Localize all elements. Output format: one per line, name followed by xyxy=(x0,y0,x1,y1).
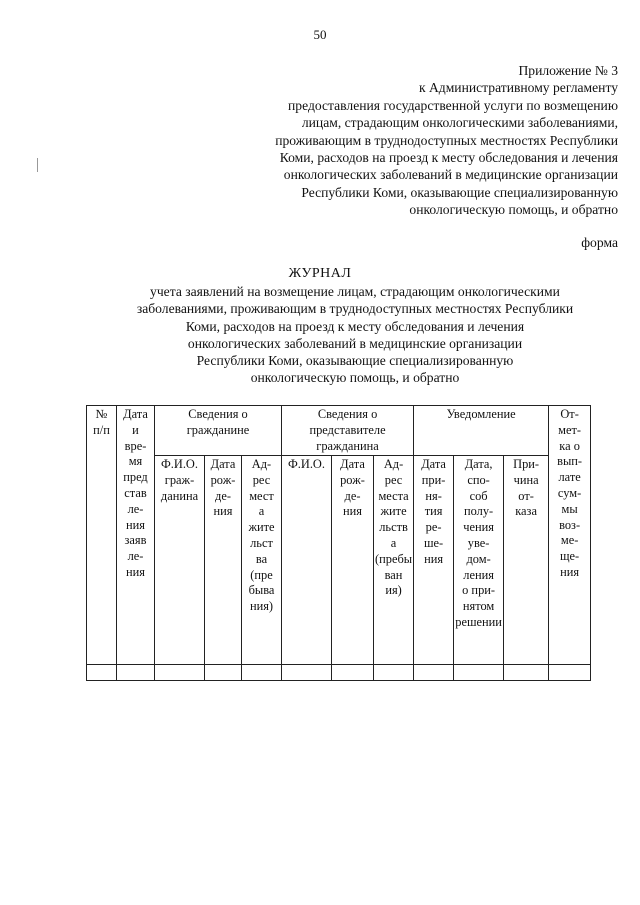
header-line: соб xyxy=(469,488,488,503)
header-line: жите xyxy=(248,520,275,535)
header-line: воз- xyxy=(559,517,581,532)
header-line: Дата xyxy=(421,457,446,471)
header-line: ия) xyxy=(385,583,402,598)
header-line: ния xyxy=(126,517,145,532)
table-cell[interactable] xyxy=(282,665,332,681)
header-line: п/п xyxy=(93,422,110,437)
header-line: Ф.И.О. xyxy=(161,457,198,471)
table-cell[interactable] xyxy=(87,665,117,681)
appendix-line: к Административному регламенту xyxy=(418,80,618,96)
table-cell[interactable] xyxy=(205,665,242,681)
header-line: рес xyxy=(384,472,403,487)
header-line: ния xyxy=(126,564,145,579)
page-number: 50 xyxy=(313,27,327,42)
header-line: рес xyxy=(252,472,271,487)
header-line: льств xyxy=(379,520,408,535)
header-line: Дата xyxy=(210,457,236,471)
rep-address-header xyxy=(374,456,414,665)
journal-title: ЖУРНАЛ xyxy=(288,266,352,281)
header-line: льст xyxy=(250,535,273,550)
header-line: рож- xyxy=(210,472,236,487)
header-line: ления xyxy=(463,567,494,582)
header-line: о при- xyxy=(462,583,496,598)
header-line: ка о xyxy=(559,438,580,453)
header-line: № xyxy=(95,407,108,421)
header-line: спо- xyxy=(467,472,490,487)
notice-method-header xyxy=(454,456,504,665)
header-line: уве- xyxy=(467,535,490,550)
header-line: дом- xyxy=(466,551,491,566)
header-line: при- xyxy=(421,472,446,487)
appendix-line: лицам, страдающим онкологическими заболеваниями, xyxy=(301,115,618,131)
col-payment-header xyxy=(549,406,591,665)
header-line: и xyxy=(132,422,139,437)
margin-mark xyxy=(37,158,38,172)
subtitle-line: Республики Коми, оказывающие специализированную xyxy=(196,353,514,369)
subtitle-line: заболеваниями, проживающим в труднодоступных местностях Республики xyxy=(136,301,574,317)
header-line: гражданине xyxy=(186,422,250,437)
header-line: ше- xyxy=(424,535,444,550)
rep-dob-header xyxy=(332,456,374,665)
header-line: Дата xyxy=(123,407,148,421)
header-line: (пре xyxy=(250,567,273,582)
col-date-header xyxy=(117,406,155,665)
table-row xyxy=(87,665,591,681)
header-line: ня- xyxy=(425,488,442,503)
header-line: представителе xyxy=(309,422,386,437)
header-line: от- xyxy=(518,488,534,503)
header-line: мя xyxy=(128,454,143,469)
header-line: мет- xyxy=(558,422,582,437)
table-cell[interactable] xyxy=(374,665,414,681)
header-line: вре- xyxy=(124,438,147,453)
citizen-address-header xyxy=(242,456,282,665)
header-line: ния xyxy=(213,504,233,519)
appendix-line: Приложение № 3 xyxy=(518,63,618,78)
table-cell[interactable] xyxy=(549,665,591,681)
header-line: ре- xyxy=(425,520,442,535)
header-line: тия xyxy=(424,504,443,519)
header-line: пред xyxy=(123,470,148,485)
header-line: ния xyxy=(560,564,580,579)
header-line: рож- xyxy=(340,472,365,487)
header-line: данина xyxy=(160,488,199,503)
header-line: де- xyxy=(215,488,231,503)
appendix-line: Республики Коми, оказывающие специализированную xyxy=(301,184,618,200)
subtitle-line: онкологическую помощь, и обратно xyxy=(250,370,460,386)
header-line: места xyxy=(378,488,409,503)
group-representative-header xyxy=(282,406,414,456)
header-line: быва xyxy=(248,583,275,598)
header-row-1 xyxy=(87,406,591,456)
journal-table xyxy=(86,405,591,681)
header-line: полу- xyxy=(464,504,494,519)
header-line: ния xyxy=(343,504,362,519)
header-line: де- xyxy=(344,488,361,503)
header-line: вып- xyxy=(557,454,583,469)
subtitle-line: Коми, расходов на проезд к месту обследования и лечения xyxy=(185,318,525,334)
header-line: ван xyxy=(384,567,403,582)
appendix-line: Коми, расходов на проезд к месту обследования и лечения xyxy=(279,150,618,166)
header-line: Сведения о xyxy=(188,407,248,421)
header-line: каза xyxy=(515,504,537,519)
group-notice-header: Уведомление xyxy=(414,406,549,456)
table-cell[interactable] xyxy=(242,665,282,681)
header-line: а xyxy=(258,504,265,519)
appendix-header xyxy=(198,62,618,219)
header-row-2 xyxy=(87,456,591,665)
header-line: При- xyxy=(513,457,540,471)
table-cell[interactable] xyxy=(155,665,205,681)
header-line: сум- xyxy=(557,485,582,500)
journal-subtitle xyxy=(90,283,620,387)
table-cell[interactable] xyxy=(332,665,374,681)
header-line: ва xyxy=(255,551,268,566)
header-line: мы xyxy=(561,501,578,516)
header-line: гражданина xyxy=(316,438,379,453)
appendix-line: онкологическую помощь, и обратно xyxy=(409,202,618,218)
header-line: От- xyxy=(560,407,579,421)
table-cell[interactable] xyxy=(414,665,454,681)
notice-decision-date-header xyxy=(414,456,454,665)
header-line: (пребы xyxy=(375,551,413,566)
header-line: ния) xyxy=(249,599,274,614)
header-line: став xyxy=(124,485,147,500)
header-line: Сведения о xyxy=(317,407,378,421)
citizen-dob-header xyxy=(205,456,242,665)
header-line: лате xyxy=(558,470,581,485)
header-line: ле- xyxy=(127,501,144,516)
table-cell[interactable] xyxy=(504,665,549,681)
notice-refusal-header xyxy=(504,456,549,665)
header-line: чина xyxy=(513,472,539,487)
subtitle-line: онкологических заболеваний в медицинские организации xyxy=(187,335,523,351)
header-line: ле- xyxy=(127,549,144,564)
header-line: Ад- xyxy=(251,457,272,471)
header-line: Дата xyxy=(340,457,365,471)
header-line: Дата, xyxy=(464,457,493,471)
header-line: жите xyxy=(380,504,407,519)
table-cell[interactable] xyxy=(117,665,155,681)
appendix-line: проживающим в труднодоступных местностях Республики xyxy=(275,132,618,148)
header-line: ме- xyxy=(560,533,579,548)
group-citizen-header xyxy=(155,406,282,456)
rep-fio-header xyxy=(282,456,332,665)
appendix-line: онкологических заболеваний в медицинские организации xyxy=(283,167,618,183)
header-line: чения xyxy=(463,520,494,535)
header-line: а xyxy=(390,535,397,550)
subtitle-line: учета заявлений на возмещение лицам, страдающим онкологическими xyxy=(150,284,560,299)
header-line: мест xyxy=(249,488,274,503)
header-line: граж- xyxy=(164,472,195,487)
form-label: форма xyxy=(581,235,618,250)
header-line: Ад- xyxy=(383,457,404,471)
header-line: заяв xyxy=(124,533,147,548)
citizen-fio-header xyxy=(155,456,205,665)
col-number-header xyxy=(87,406,117,665)
appendix-line: предоставления государственной услуги по возмещению xyxy=(288,97,618,113)
header-line: нятом xyxy=(462,599,495,614)
header-line: решении xyxy=(455,614,502,629)
table-cell[interactable] xyxy=(454,665,504,681)
header-line: Ф.И.О. xyxy=(288,457,325,471)
header-line: ния xyxy=(424,551,444,566)
header-line: ще- xyxy=(560,549,580,564)
